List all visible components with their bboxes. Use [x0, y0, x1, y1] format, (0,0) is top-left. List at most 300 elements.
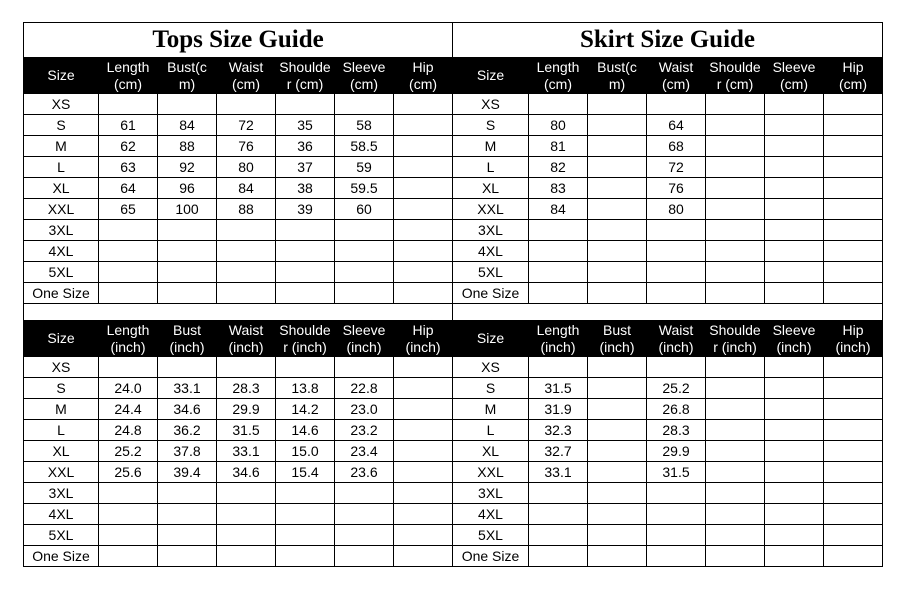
- column-header: [647, 58, 706, 94]
- measurement-cell: [588, 399, 647, 420]
- measurement-cell: [99, 220, 158, 241]
- measurement-cell: [824, 136, 883, 157]
- measurement-cell: [824, 525, 883, 546]
- table-row: [24, 357, 453, 378]
- measurement-cell: [824, 283, 883, 304]
- measurement-cell: [588, 525, 647, 546]
- measurement-cell: [647, 378, 706, 399]
- measurement-cell: [217, 378, 276, 399]
- section-spacer: [24, 304, 453, 321]
- table-row: [453, 420, 883, 441]
- column-header: [158, 58, 217, 94]
- size-cell-text: 5XL: [48, 527, 74, 543]
- column-header-text: Length (cm): [536, 58, 580, 92]
- measurement-cell: [335, 399, 394, 420]
- size-cell-text: XXL: [47, 464, 75, 480]
- measurement-cell: [588, 115, 647, 136]
- measurement-cell: [588, 199, 647, 220]
- column-header-text: Length (inch): [106, 321, 150, 355]
- measurement-cell: [394, 283, 453, 304]
- size-cell: [24, 94, 99, 115]
- measurement-cell: [158, 546, 217, 567]
- measurement-cell: [706, 220, 765, 241]
- measurement-cell: [647, 220, 706, 241]
- size-cell-text: L: [57, 422, 65, 438]
- measurement-cell: [276, 283, 335, 304]
- measurement-cell: [335, 420, 394, 441]
- column-header: [453, 58, 529, 94]
- measurement-cell: [529, 241, 588, 262]
- measurement-cell-text: 33.1: [173, 380, 201, 396]
- measurement-cell-text: 80: [550, 117, 566, 133]
- measurement-cell: [529, 420, 588, 441]
- measurement-cell: [217, 283, 276, 304]
- measurement-cell: [276, 262, 335, 283]
- measurement-cell: [588, 262, 647, 283]
- column-header-text: Sleeve (cm): [342, 58, 386, 92]
- measurement-cell: [765, 357, 824, 378]
- measurement-cell: [529, 283, 588, 304]
- measurement-cell: [217, 115, 276, 136]
- size-cell: [24, 483, 99, 504]
- size-cell: [453, 262, 529, 283]
- column-header: [99, 58, 158, 94]
- skirt-guide-title: Skirt Size Guide: [453, 23, 883, 58]
- size-cell-text: XL: [481, 443, 500, 459]
- table-row: [453, 462, 883, 483]
- measurement-cell-text: 25.6: [114, 464, 142, 480]
- table-row: [24, 262, 453, 283]
- size-cell-text: L: [57, 159, 65, 175]
- size-cell-text: XXL: [477, 464, 504, 480]
- measurement-cell: [99, 94, 158, 115]
- measurement-cell: [765, 136, 824, 157]
- measurement-cell: [647, 178, 706, 199]
- column-header-text: Bust(c m): [597, 58, 637, 92]
- measurement-cell: [394, 241, 453, 262]
- column-header: [24, 58, 99, 94]
- measurement-cell-text: 37.8: [173, 443, 201, 459]
- column-header: [276, 321, 335, 357]
- size-cell: [453, 462, 529, 483]
- measurement-cell: [99, 504, 158, 525]
- measurement-cell: [706, 94, 765, 115]
- size-cell: [453, 378, 529, 399]
- measurement-cell: [335, 546, 394, 567]
- measurement-cell: [99, 115, 158, 136]
- measurement-cell: [99, 262, 158, 283]
- measurement-cell: [99, 199, 158, 220]
- measurement-cell: [335, 115, 394, 136]
- measurement-cell: [706, 441, 765, 462]
- size-cell-text: One Size: [461, 285, 520, 301]
- measurement-cell-text: 88: [179, 138, 195, 154]
- measurement-cell-text: 39.4: [173, 464, 201, 480]
- measurement-cell: [276, 199, 335, 220]
- measurement-cell: [765, 178, 824, 199]
- measurement-cell: [217, 525, 276, 546]
- size-cell-text: XL: [52, 180, 70, 196]
- measurement-cell-text: 72: [668, 159, 684, 175]
- size-cell: [453, 420, 529, 441]
- measurement-cell: [394, 399, 453, 420]
- column-header-text: Shoulde r (inch): [279, 321, 331, 355]
- measurement-cell: [588, 157, 647, 178]
- measurement-cell: [99, 357, 158, 378]
- size-cell: [24, 262, 99, 283]
- measurement-cell: [394, 178, 453, 199]
- measurement-cell-text: 26.8: [662, 401, 690, 417]
- measurement-cell: [765, 199, 824, 220]
- measurement-cell: [824, 462, 883, 483]
- measurement-cell: [335, 199, 394, 220]
- measurement-cell: [394, 157, 453, 178]
- table-row: [24, 283, 453, 304]
- measurement-cell: [588, 546, 647, 567]
- measurement-cell-text: 62: [120, 138, 136, 154]
- measurement-cell-text: 36.2: [173, 422, 201, 438]
- size-cell: [24, 115, 99, 136]
- section-spacer: [453, 304, 883, 321]
- measurement-cell: [158, 283, 217, 304]
- measurement-cell: [529, 94, 588, 115]
- measurement-cell: [158, 115, 217, 136]
- measurement-cell: [824, 178, 883, 199]
- size-cell: [24, 441, 99, 462]
- measurement-cell: [276, 157, 335, 178]
- measurement-cell: [529, 157, 588, 178]
- measurement-cell-text: 31.5: [544, 380, 572, 396]
- size-cell: [453, 546, 529, 567]
- measurement-cell: [394, 483, 453, 504]
- measurement-cell: [765, 220, 824, 241]
- size-cell-text: One Size: [32, 548, 90, 564]
- measurement-cell: [217, 241, 276, 262]
- measurement-cell: [765, 525, 824, 546]
- size-cell: [24, 199, 99, 220]
- measurement-cell: [824, 157, 883, 178]
- table-row: [453, 504, 883, 525]
- measurement-cell: [706, 378, 765, 399]
- measurement-cell-text: 25.2: [662, 380, 690, 396]
- measurement-cell-text: 38: [297, 180, 313, 196]
- column-header-text: Hip (cm): [839, 58, 868, 92]
- measurement-cell: [647, 136, 706, 157]
- measurement-cell-text: 88: [238, 201, 254, 217]
- measurement-cell-text: 28.3: [232, 380, 260, 396]
- measurement-cell: [647, 441, 706, 462]
- measurement-cell: [588, 136, 647, 157]
- measurement-cell: [335, 357, 394, 378]
- measurement-cell: [588, 220, 647, 241]
- measurement-cell: [217, 220, 276, 241]
- table-row: [453, 115, 883, 136]
- measurement-cell-text: 61: [120, 117, 136, 133]
- measurement-cell: [706, 483, 765, 504]
- measurement-cell: [276, 357, 335, 378]
- measurement-cell: [99, 283, 158, 304]
- measurement-cell: [217, 546, 276, 567]
- measurement-cell: [765, 283, 824, 304]
- measurement-cell: [706, 136, 765, 157]
- measurement-cell: [647, 420, 706, 441]
- measurement-cell-text: 34.6: [232, 464, 260, 480]
- column-header-text: Size: [476, 330, 505, 346]
- column-header-text: Shoulde r (cm): [279, 58, 331, 92]
- size-cell-text: XXL: [47, 201, 75, 217]
- measurement-cell: [335, 157, 394, 178]
- measurement-cell: [394, 525, 453, 546]
- size-cell: [24, 462, 99, 483]
- size-cell: [24, 241, 99, 262]
- table-row: [24, 462, 453, 483]
- measurement-cell: [394, 94, 453, 115]
- measurement-cell: [706, 241, 765, 262]
- skirt-inch-header-row: [453, 321, 883, 357]
- measurement-cell: [765, 441, 824, 462]
- measurement-cell: [824, 241, 883, 262]
- measurement-cell-text: 14.2: [291, 401, 319, 417]
- size-cell-text: 3XL: [48, 485, 74, 501]
- measurement-cell-text: 84: [550, 201, 566, 217]
- column-header: [529, 58, 588, 94]
- measurement-cell: [335, 283, 394, 304]
- measurement-cell: [706, 283, 765, 304]
- table-row: [453, 525, 883, 546]
- column-header-text: Bust (inch): [599, 321, 635, 355]
- column-header: [588, 321, 647, 357]
- measurement-cell: [276, 220, 335, 241]
- size-cell: [24, 357, 99, 378]
- column-header: [647, 321, 706, 357]
- measurement-cell: [99, 157, 158, 178]
- measurement-cell: [765, 483, 824, 504]
- size-cell-text: 5XL: [478, 527, 503, 543]
- measurement-cell: [276, 136, 335, 157]
- measurement-cell: [529, 504, 588, 525]
- measurement-cell: [99, 546, 158, 567]
- size-cell: [24, 525, 99, 546]
- measurement-cell: [158, 241, 217, 262]
- measurement-cell: [394, 504, 453, 525]
- column-header: [529, 321, 588, 357]
- measurement-cell: [99, 462, 158, 483]
- column-header-text: Length (inch): [536, 321, 580, 355]
- measurement-cell: [824, 115, 883, 136]
- measurement-cell: [588, 283, 647, 304]
- measurement-cell-text: 23.0: [350, 401, 378, 417]
- measurement-cell: [335, 241, 394, 262]
- measurement-cell: [394, 357, 453, 378]
- measurement-cell: [588, 178, 647, 199]
- table-row: [24, 483, 453, 504]
- measurement-cell-text: 72: [238, 117, 254, 133]
- measurement-cell-text: 80: [238, 159, 254, 175]
- measurement-cell-text: 39: [297, 201, 313, 217]
- table-row: [453, 199, 883, 220]
- table-row: [453, 136, 883, 157]
- measurement-cell: [647, 462, 706, 483]
- measurement-cell: [335, 262, 394, 283]
- tops-cm-header-row: [24, 58, 453, 94]
- measurement-cell-text: 59.5: [350, 180, 378, 196]
- measurement-cell-text: 34.6: [173, 401, 201, 417]
- column-header-text: Bust (inch): [169, 321, 205, 355]
- table-row: [24, 441, 453, 462]
- size-cell-text: XS: [51, 359, 71, 375]
- measurement-cell-text: 80: [668, 201, 684, 217]
- column-header: [217, 321, 276, 357]
- measurement-cell: [217, 136, 276, 157]
- measurement-cell: [647, 546, 706, 567]
- measurement-cell: [588, 378, 647, 399]
- measurement-cell: [394, 220, 453, 241]
- measurement-cell-text: 84: [179, 117, 195, 133]
- column-header: [276, 58, 335, 94]
- measurement-cell-text: 23.4: [350, 443, 378, 459]
- size-cell-text: 5XL: [48, 264, 74, 280]
- size-cell-text: XL: [481, 180, 500, 196]
- measurement-cell: [647, 241, 706, 262]
- measurement-cell-text: 64: [668, 117, 684, 133]
- measurement-cell: [765, 462, 824, 483]
- column-header-text: Waist (cm): [658, 58, 694, 92]
- size-cell-text: 4XL: [48, 243, 74, 259]
- skirt-size-guide-table: [452, 22, 883, 567]
- size-cell-text: XS: [481, 359, 500, 375]
- measurement-cell: [647, 199, 706, 220]
- measurement-cell: [529, 483, 588, 504]
- measurement-cell: [824, 420, 883, 441]
- size-cell: [453, 199, 529, 220]
- measurement-cell: [824, 441, 883, 462]
- measurement-cell: [217, 462, 276, 483]
- measurement-cell: [706, 546, 765, 567]
- measurement-cell: [276, 525, 335, 546]
- table-row: [453, 378, 883, 399]
- column-header-text: Hip (inch): [405, 321, 441, 355]
- measurement-cell: [158, 420, 217, 441]
- measurement-cell: [99, 178, 158, 199]
- measurement-cell-text: 22.8: [350, 380, 378, 396]
- table-row: [24, 420, 453, 441]
- size-cell: [24, 178, 99, 199]
- measurement-cell: [765, 262, 824, 283]
- column-header-text: Waist (inch): [228, 321, 264, 355]
- column-header-text: Size: [47, 67, 75, 83]
- size-cell: [453, 136, 529, 157]
- table-row: [24, 136, 453, 157]
- measurement-cell: [158, 441, 217, 462]
- measurement-cell-text: 36: [297, 138, 313, 154]
- measurement-cell: [335, 441, 394, 462]
- measurement-cell-text: 31.5: [232, 422, 260, 438]
- column-header: [99, 321, 158, 357]
- measurement-cell: [158, 525, 217, 546]
- measurement-cell: [158, 199, 217, 220]
- size-cell: [453, 241, 529, 262]
- size-cell: [453, 220, 529, 241]
- measurement-cell: [158, 462, 217, 483]
- table-row: [453, 157, 883, 178]
- measurement-cell-text: 82: [550, 159, 566, 175]
- size-cell: [453, 399, 529, 420]
- measurement-cell-text: 64: [120, 180, 136, 196]
- size-cell: [453, 94, 529, 115]
- measurement-cell: [529, 546, 588, 567]
- measurement-cell: [706, 525, 765, 546]
- measurement-cell: [276, 420, 335, 441]
- size-cell-text: S: [56, 380, 66, 396]
- measurement-cell: [706, 199, 765, 220]
- size-cell: [24, 136, 99, 157]
- measurement-cell: [158, 483, 217, 504]
- measurement-cell: [529, 199, 588, 220]
- measurement-cell: [824, 199, 883, 220]
- table-row: [24, 94, 453, 115]
- measurement-cell-text: 23.2: [350, 422, 378, 438]
- measurement-cell: [647, 357, 706, 378]
- measurement-cell: [647, 262, 706, 283]
- size-cell-text: XXL: [477, 201, 504, 217]
- measurement-cell: [588, 504, 647, 525]
- table-row: [24, 504, 453, 525]
- measurement-cell: [158, 262, 217, 283]
- table-row: [453, 220, 883, 241]
- measurement-cell: [529, 115, 588, 136]
- measurement-cell: [158, 220, 217, 241]
- measurement-cell: [824, 483, 883, 504]
- measurement-cell: [276, 504, 335, 525]
- measurement-cell: [647, 115, 706, 136]
- measurement-cell: [588, 441, 647, 462]
- measurement-cell: [706, 178, 765, 199]
- measurement-cell: [99, 399, 158, 420]
- measurement-cell-text: 14.6: [291, 422, 319, 438]
- column-header: [335, 321, 394, 357]
- column-header-text: Length (cm): [106, 58, 150, 92]
- measurement-cell-text: 15.0: [291, 443, 319, 459]
- measurement-cell: [765, 157, 824, 178]
- column-header-text: Hip (cm): [409, 58, 438, 92]
- measurement-cell: [824, 220, 883, 241]
- size-cell: [24, 283, 99, 304]
- measurement-cell: [99, 483, 158, 504]
- size-cell: [453, 115, 529, 136]
- measurement-cell: [335, 220, 394, 241]
- measurement-cell: [276, 178, 335, 199]
- measurement-cell: [394, 136, 453, 157]
- tops-inch-header-row: [24, 321, 453, 357]
- measurement-cell: [588, 241, 647, 262]
- measurement-cell: [276, 462, 335, 483]
- table-row: [24, 199, 453, 220]
- column-header: [394, 58, 453, 94]
- measurement-cell: [276, 94, 335, 115]
- table-row: [24, 399, 453, 420]
- measurement-cell: [647, 525, 706, 546]
- size-cell-text: One Size: [32, 285, 90, 301]
- size-cell-text: XS: [51, 96, 71, 112]
- measurement-cell: [529, 462, 588, 483]
- measurement-cell: [394, 546, 453, 567]
- measurement-cell-text: 28.3: [662, 422, 690, 438]
- measurement-cell: [335, 378, 394, 399]
- measurement-cell: [706, 504, 765, 525]
- size-cell-text: 4XL: [48, 506, 74, 522]
- size-cell-text: M: [55, 401, 67, 417]
- measurement-cell: [276, 115, 335, 136]
